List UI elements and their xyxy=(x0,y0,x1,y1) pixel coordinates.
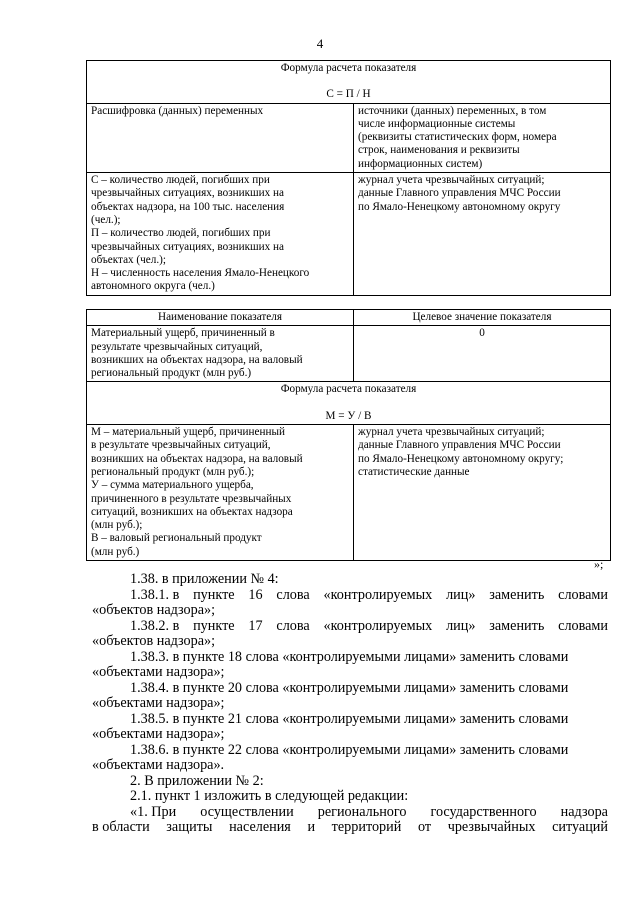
formula-header: Формула расчета показателя xyxy=(280,383,417,396)
word: «контролируемых xyxy=(323,586,433,603)
paragraph-point-1 xyxy=(92,805,608,821)
variable-line: ситуаций, возникших на объектах надзора xyxy=(91,505,293,518)
variable-line: объектах надзора, на 100 тыс. населения xyxy=(91,200,285,213)
sources-header-line: информационных систем) xyxy=(358,157,483,170)
source-line: данные Главного управления МЧС России xyxy=(358,187,561,200)
paragraph-1-38-1-cont: «объектов надзора»; xyxy=(92,602,216,618)
target-value: 0 xyxy=(479,327,485,340)
sources-header-cell xyxy=(354,103,611,172)
word: чрезвычайных xyxy=(447,819,536,835)
word: надзора xyxy=(560,803,608,820)
paragraph-1-38-4: 1.38.4. в пункте 20 слова «контролируемыми лицами» заменить словами xyxy=(130,679,569,696)
source-line: по Ямало-Ненецкому автономному округу xyxy=(358,200,561,213)
source-line: данные Главного управления МЧС России xyxy=(358,439,561,452)
variable-line: чрезвычайных ситуациях, возникших на xyxy=(91,240,285,253)
paragraph-2-1: 2.1. пункт 1 изложить в следующей редакции: xyxy=(130,788,409,804)
word: лиц» xyxy=(446,617,476,634)
sources-header-line: строк, наименования и реквизиты xyxy=(358,144,520,157)
indicator-line: возникших на объектах надзора, на валовый xyxy=(91,353,303,366)
sources-header-line: (реквизиты статистических форм, номера xyxy=(358,131,557,144)
variable-line: Н – численность населения Ямало-Ненецкого xyxy=(91,267,310,280)
formula-row xyxy=(87,61,611,104)
content-row xyxy=(87,173,611,296)
paragraph-1-38-3-cont: «объектами надзора»; xyxy=(92,664,225,680)
indicator-line: результате чрезвычайных ситуаций, xyxy=(91,340,263,353)
sources-cell xyxy=(354,425,611,561)
variables-cell xyxy=(87,173,354,296)
word: 16 xyxy=(248,586,263,603)
paragraph-1-38-1 xyxy=(92,588,608,604)
word: «контролируемых xyxy=(323,617,433,634)
variables-header-cell xyxy=(87,103,354,172)
sources-cell xyxy=(354,173,611,296)
word: в области xyxy=(92,819,150,835)
formula-header: Формула расчета показателя xyxy=(280,62,417,74)
name-header: Наименование показателя xyxy=(158,311,282,323)
paragraph-1-38-4-cont: «объектами надзора»; xyxy=(92,695,225,711)
source-line: журнал учета чрезвычайных ситуаций; xyxy=(358,426,545,439)
word: от xyxy=(417,819,432,835)
amendments-text xyxy=(92,572,608,836)
word: государственного xyxy=(430,803,537,820)
paragraph-1-38-5-cont: «объектами надзора»; xyxy=(92,726,225,742)
paragraph-2: 2. В приложении № 2: xyxy=(130,772,264,789)
indicator-row xyxy=(87,326,611,382)
formula-text: С = П / Н xyxy=(326,88,371,101)
variable-line: чрезвычайных ситуациях, возникших на xyxy=(91,187,285,200)
indicator-cell xyxy=(87,326,354,382)
variable-line: автономного округа (чел.) xyxy=(91,280,215,293)
source-line: журнал учета чрезвычайных ситуаций; xyxy=(358,174,545,187)
header-row xyxy=(87,103,611,172)
paragraph-1-38-2-cont: «объектов надзора»; xyxy=(92,633,216,649)
word: слова xyxy=(276,617,310,634)
variable-line: В – валовый региональный продукт xyxy=(91,532,262,545)
variable-line: в результате чрезвычайных ситуаций, xyxy=(91,439,271,452)
word: словами xyxy=(558,586,608,603)
header-row xyxy=(87,310,611,326)
closing-quote: »; xyxy=(594,557,604,571)
word: заменить xyxy=(489,617,545,634)
variable-line: С – количество людей, погибших при xyxy=(91,174,270,187)
word: территорий xyxy=(331,819,402,835)
source-line: статистические данные xyxy=(358,465,470,478)
word: заменить xyxy=(489,586,545,603)
formula-cell xyxy=(87,61,611,104)
word: лиц» xyxy=(446,586,476,603)
word: 17 xyxy=(248,617,263,634)
word: 1.38.1. в xyxy=(130,586,180,603)
sources-header-line: источники (данных) переменных, в том xyxy=(358,104,547,117)
formula-row xyxy=(87,382,611,425)
indicator-formula-table-1 xyxy=(86,60,611,296)
word: «1. При xyxy=(130,803,177,820)
word: слова xyxy=(276,586,310,603)
paragraph-1-38-3: 1.38.3. в пункте 18 слова «контролируемыми лицами» заменить словами xyxy=(130,648,569,665)
word: словами xyxy=(558,617,608,634)
page-number: 4 xyxy=(316,36,324,51)
variable-line: причиненного в результате чрезвычайных xyxy=(91,492,292,505)
word: пункте xyxy=(193,617,235,634)
target-value-cell xyxy=(354,326,611,382)
formula-cell xyxy=(87,382,611,425)
variable-line: региональный продукт (млн руб.); xyxy=(91,465,255,478)
word: защиты xyxy=(166,819,213,835)
paragraph-1-38: 1.38. в приложении № 4: xyxy=(130,571,279,587)
word: пункте xyxy=(193,586,235,603)
sources-header-line: числе информационные системы xyxy=(358,117,516,130)
paragraph-1-38-2 xyxy=(92,619,608,635)
word: осуществлении xyxy=(200,803,294,820)
target-header-cell xyxy=(354,310,611,326)
word: населения xyxy=(229,819,291,835)
word: 1.38.2. в xyxy=(130,617,180,634)
indicator-line: Материальный ущерб, причиненный в xyxy=(91,327,275,340)
indicator-line: региональный продукт (млн руб.) xyxy=(91,367,252,380)
variable-line: (млн руб.) xyxy=(91,545,140,558)
variable-line: У – сумма материального ущерба, xyxy=(91,479,254,492)
word: и xyxy=(307,819,316,835)
variable-line: М – материальный ущерб, причиненный xyxy=(91,426,285,439)
paragraph-1-38-5: 1.38.5. в пункте 21 слова «контролируемыми лицами» заменить словами xyxy=(130,710,569,727)
paragraph-point-1-cont xyxy=(92,820,608,836)
variable-line: (чел.); xyxy=(91,213,121,226)
paragraph-1-38-6-cont: «объектами надзора». xyxy=(92,757,225,773)
variable-line: (млн руб.); xyxy=(91,519,143,532)
word: ситуаций xyxy=(552,819,608,835)
name-header-cell xyxy=(87,310,354,326)
formula-text: М = У / В xyxy=(325,409,372,422)
source-line: по Ямало-Ненецкому автономному округу; xyxy=(358,452,564,465)
variable-line: П – количество людей, погибших при xyxy=(91,227,271,240)
target-header: Целевое значение показателя xyxy=(412,311,552,323)
word: регионального xyxy=(317,803,407,820)
content-row xyxy=(87,425,611,561)
variable-line: возникших на объектах надзора, на валовый xyxy=(91,452,303,465)
variable-line: объектах (чел.); xyxy=(91,253,166,266)
indicator-formula-table-2 xyxy=(86,309,611,561)
paragraph-1-38-6: 1.38.6. в пункте 22 слова «контролируемыми лицами» заменить словами xyxy=(130,741,569,758)
variables-cell xyxy=(87,425,354,561)
variables-header: Расшифровка (данных) переменных xyxy=(91,104,264,117)
